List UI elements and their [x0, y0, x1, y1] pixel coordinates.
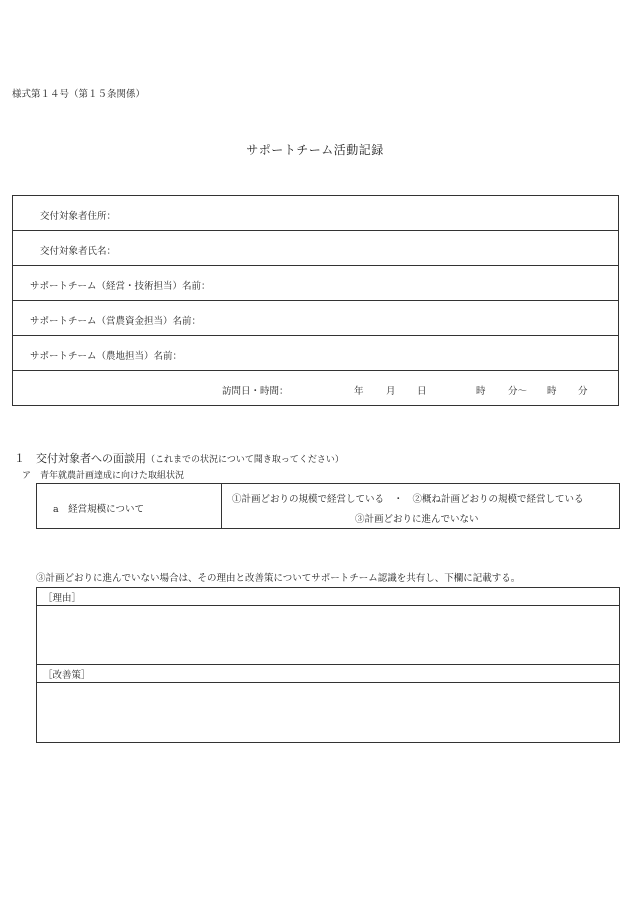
name-label: 交付対象者氏名： [40, 246, 117, 257]
scale-option-1-2[interactable]: ①計画どおりの規模で経営している ・ ②概ね計画どおりの規模で経営している [232, 494, 584, 505]
section-1-heading [14, 450, 344, 466]
instruction-text: ③計画どおりに進んでいない場合は、その理由と改善策についてサポートチーム認識を共有し、下欄に記載する。 [36, 573, 521, 584]
page-title: サポートチーム活動記録 [246, 143, 384, 157]
reason-header: ［理由］ [43, 593, 82, 604]
visit-day-unit: 日 [417, 386, 427, 397]
improvement-header-cell [37, 665, 619, 683]
section-1-title: １ 交付対象者への面談用 [14, 452, 146, 465]
reason-box [36, 587, 620, 665]
info-row-name[interactable] [13, 231, 618, 266]
visit-year-unit: 年 [354, 386, 364, 397]
visit-month-unit: 月 [386, 386, 396, 397]
land-staff-label: サポートチーム（農地担当）名前： [30, 351, 183, 362]
info-table [12, 195, 619, 406]
info-row-address[interactable] [13, 196, 618, 231]
tech-staff-label: サポートチーム（経営・技術担当）名前： [30, 281, 211, 292]
visit-label: 訪問日・時間： [222, 386, 289, 397]
info-row-finance-staff[interactable] [13, 301, 618, 336]
improvement-header: ［改善策］ [43, 670, 91, 681]
visit-minute2-unit: 分 [578, 386, 588, 397]
section-1-note: （これまでの状況について聞き取ってください） [146, 455, 344, 465]
info-row-land-staff[interactable] [13, 336, 618, 371]
visit-hour2-unit: 時 [547, 386, 557, 397]
scale-option-3[interactable]: ③計画どおりに進んでいない [355, 514, 479, 525]
finance-staff-label: サポートチーム（営農資金担当）名前： [30, 316, 202, 327]
reason-input-area[interactable] [37, 606, 619, 664]
info-row-visit-datetime[interactable] [13, 371, 618, 407]
address-label: 交付対象者住所： [40, 211, 117, 222]
form-number: 様式第１４号（第１５条関係） [12, 89, 146, 100]
visit-minute1-unit: 分〜 [508, 386, 528, 397]
subsection-a-heading: ア 青年就農計画達成に向けた取組状況 [22, 471, 185, 481]
improvement-box [36, 665, 620, 743]
scale-item-label: a 経営規模について [53, 504, 144, 515]
scale-table [36, 483, 620, 529]
visit-hour1-unit: 時 [476, 386, 486, 397]
scale-item-cell [37, 484, 222, 528]
reason-header-cell [37, 588, 619, 606]
improvement-input-area[interactable] [37, 683, 619, 742]
info-row-tech-staff[interactable] [13, 266, 618, 301]
